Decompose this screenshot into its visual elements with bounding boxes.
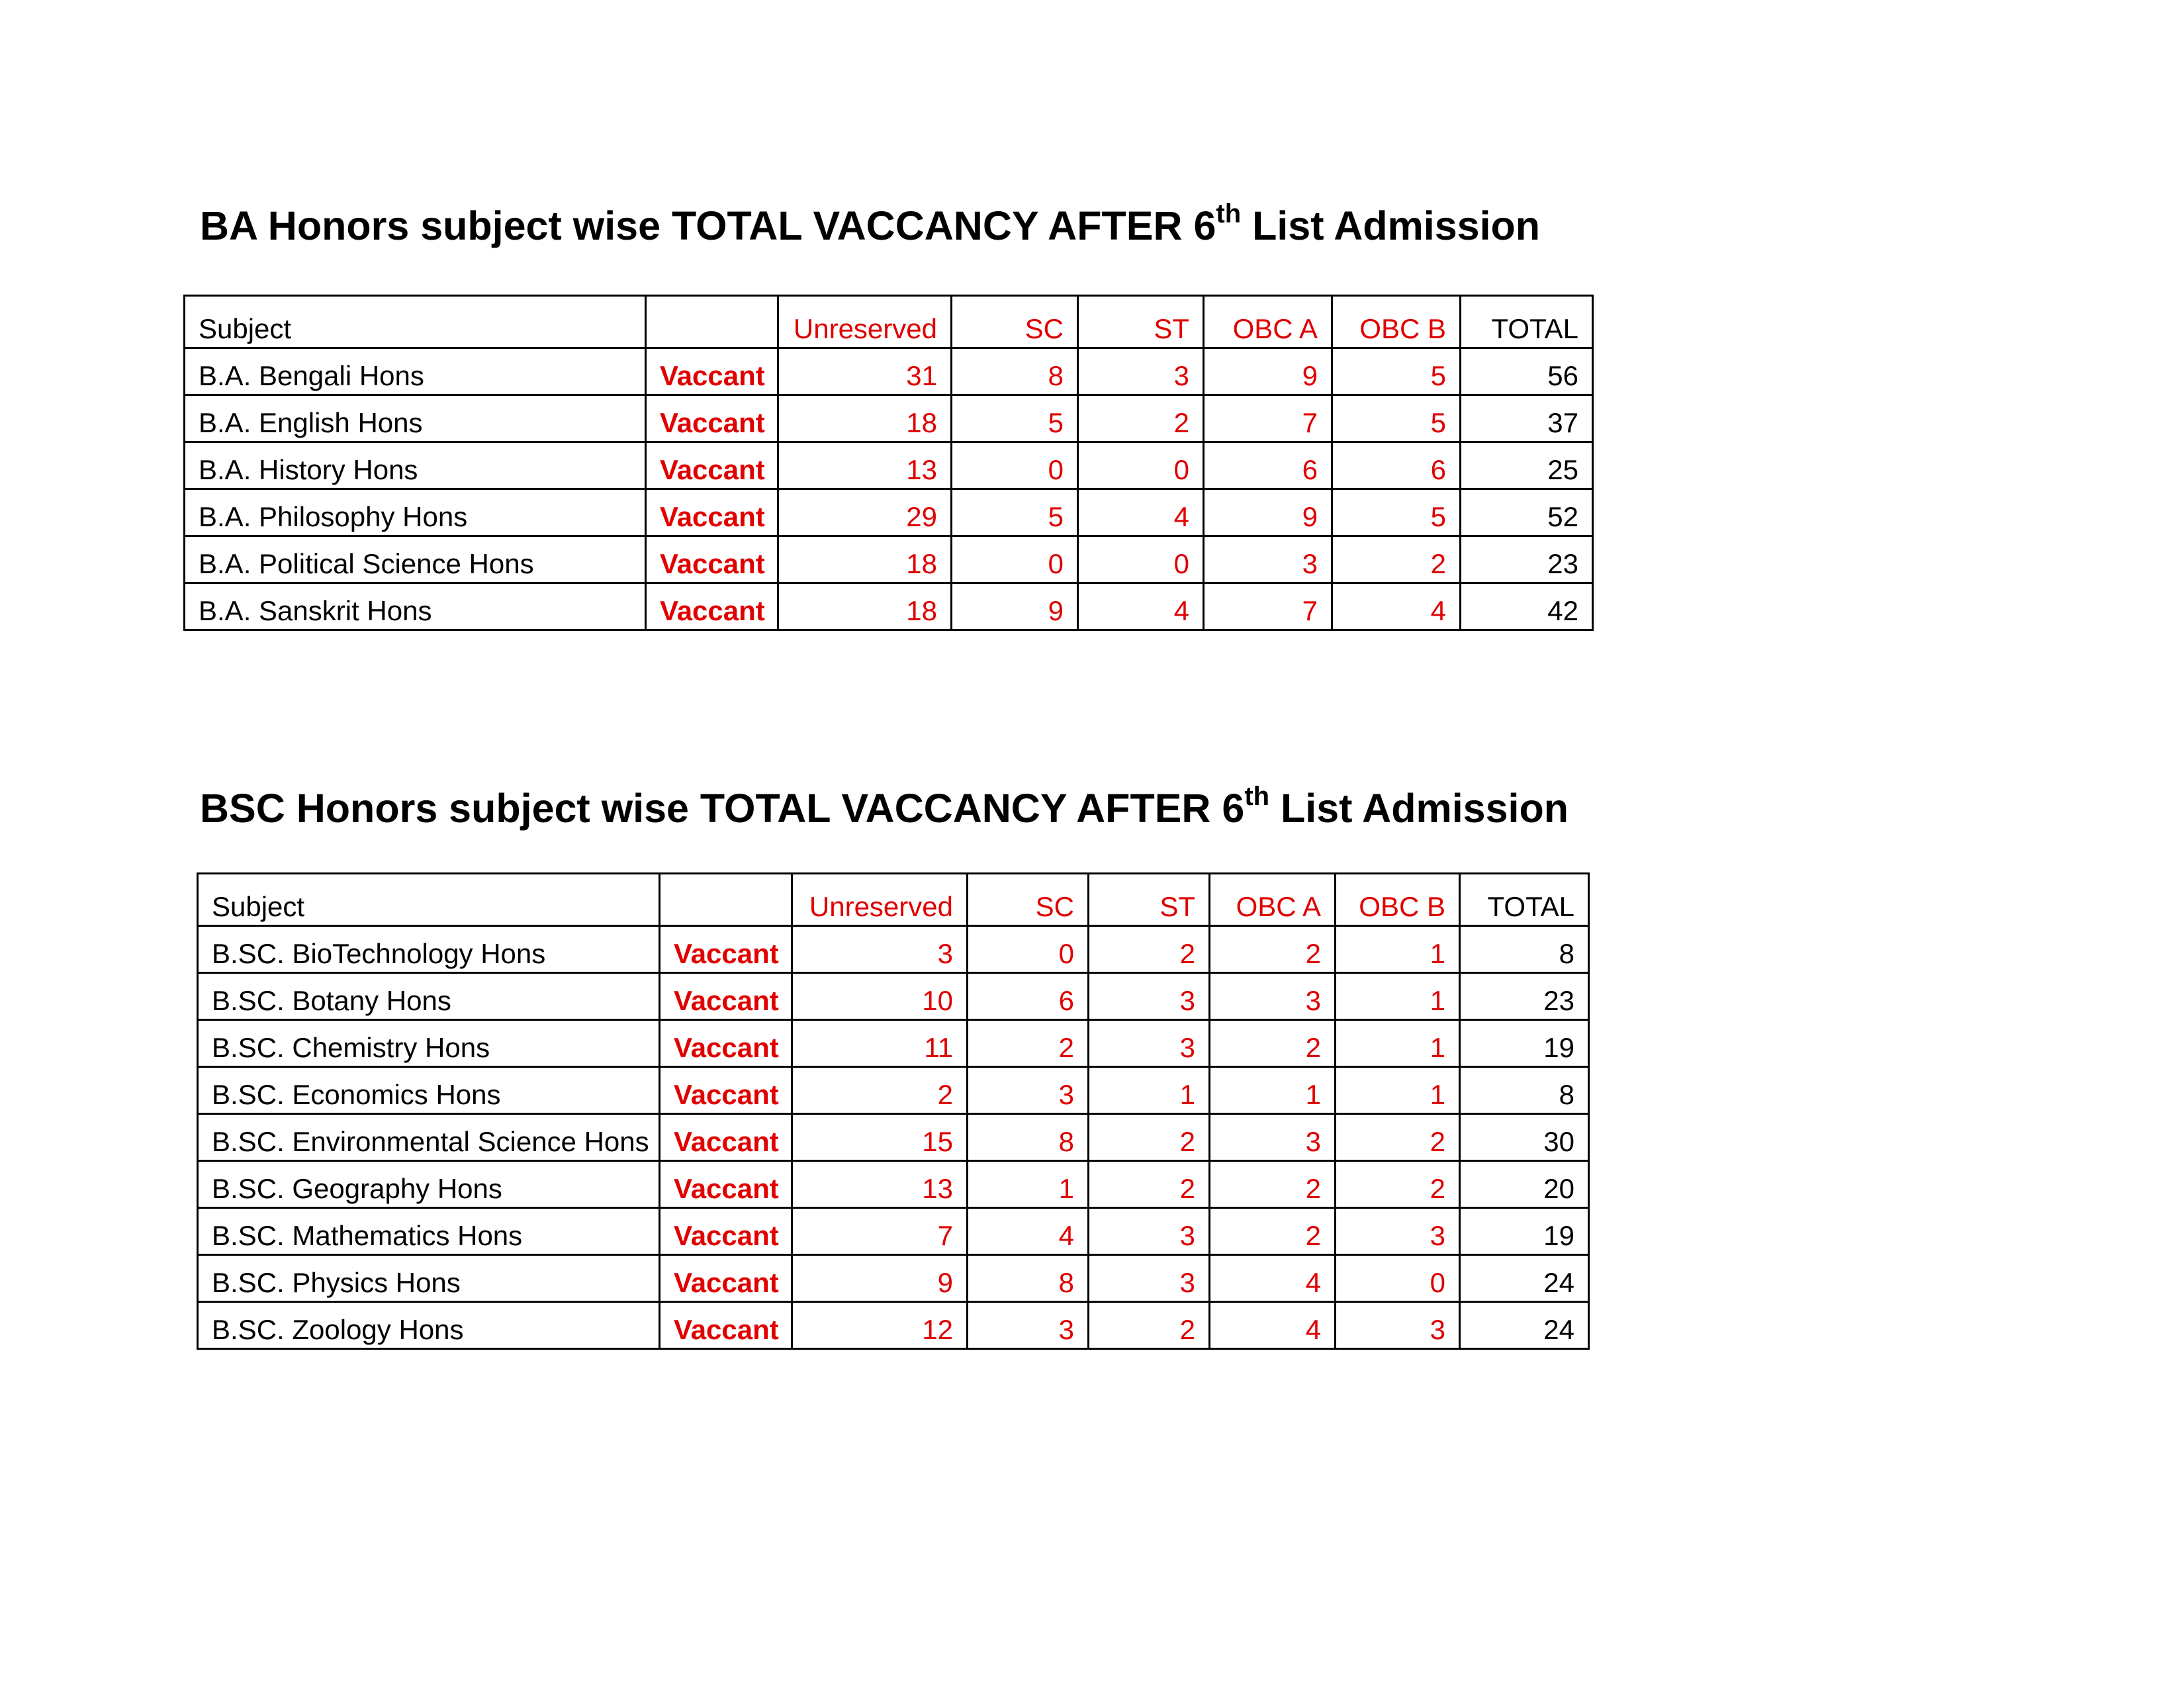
unreserved-cell: 3 [792,926,968,973]
sc-cell: 0 [952,536,1078,583]
obc-b-cell: 1 [1336,1020,1460,1067]
subject-cell: B.SC. Economics Hons [198,1067,660,1114]
bsc-heading-prefix: BSC Honors subject wise TOTAL VACCANCY AFTER 6 [200,786,1245,831]
st-cell: 0 [1078,536,1204,583]
subject-cell: B.SC. BioTechnology Hons [198,926,660,973]
sc-cell: 8 [968,1255,1089,1302]
obc-a-cell: 3 [1210,973,1336,1020]
table-row [185,583,1593,630]
sc-cell: 3 [968,1302,1089,1349]
bsc-header-blank [660,874,792,926]
status-cell: Vaccant [660,1067,792,1114]
unreserved-cell: 18 [778,536,952,583]
obc-b-cell: 5 [1332,489,1461,536]
obc-a-cell: 2 [1210,926,1336,973]
subject-cell: B.SC. Physics Hons [198,1255,660,1302]
unreserved-cell: 12 [792,1302,968,1349]
ba-heading-suffix: List Admission [1241,203,1541,248]
subject-cell: B.A. Bengali Hons [185,348,646,395]
status-cell: Vaccant [646,442,778,489]
bsc-header-obc-b: OBC B [1336,874,1460,926]
status-cell: Vaccant [646,489,778,536]
sc-cell: 9 [952,583,1078,630]
obc-b-cell: 6 [1332,442,1461,489]
bsc-header-sc: SC [968,874,1089,926]
bsc-header-total: TOTAL [1460,874,1589,926]
sc-cell: 8 [952,348,1078,395]
subject-cell: B.SC. Chemistry Hons [198,1020,660,1067]
table-row [185,348,1593,395]
obc-b-cell: 1 [1336,926,1460,973]
ba-header-obc-a: OBC A [1204,296,1332,348]
unreserved-cell: 11 [792,1020,968,1067]
subject-cell: B.SC. Zoology Hons [198,1302,660,1349]
sc-cell: 0 [968,926,1089,973]
st-cell: 2 [1089,1114,1210,1161]
unreserved-cell: 2 [792,1067,968,1114]
table-row [185,395,1593,442]
st-cell: 4 [1078,489,1204,536]
unreserved-cell: 13 [792,1161,968,1208]
obc-a-cell: 4 [1210,1255,1336,1302]
sc-cell: 6 [968,973,1089,1020]
table-row [198,973,1589,1020]
obc-a-cell: 3 [1204,536,1332,583]
total-cell: 19 [1460,1020,1589,1067]
obc-a-cell: 4 [1210,1302,1336,1349]
table-row [198,1255,1589,1302]
ba-header-row [185,296,1593,348]
bsc-header-subject: Subject [198,874,660,926]
table-row [198,1161,1589,1208]
sc-cell: 4 [968,1208,1089,1255]
sc-cell: 5 [952,395,1078,442]
obc-b-cell: 3 [1336,1208,1460,1255]
obc-b-cell: 5 [1332,348,1461,395]
status-cell: Vaccant [646,536,778,583]
ba-header-st: ST [1078,296,1204,348]
st-cell: 3 [1089,1020,1210,1067]
st-cell: 2 [1089,1302,1210,1349]
status-cell: Vaccant [646,395,778,442]
obc-b-cell: 3 [1336,1302,1460,1349]
total-cell: 24 [1460,1302,1589,1349]
status-cell: Vaccant [646,348,778,395]
obc-b-cell: 1 [1336,1067,1460,1114]
unreserved-cell: 29 [778,489,952,536]
bsc-vacancy-table [197,872,1590,1350]
sc-cell: 8 [968,1114,1089,1161]
status-cell: Vaccant [660,926,792,973]
obc-b-cell: 2 [1336,1114,1460,1161]
total-cell: 30 [1460,1114,1589,1161]
ba-header-sc: SC [952,296,1078,348]
table-row [198,1020,1589,1067]
obc-b-cell: 5 [1332,395,1461,442]
sc-cell: 2 [968,1020,1089,1067]
unreserved-cell: 7 [792,1208,968,1255]
st-cell: 3 [1078,348,1204,395]
obc-a-cell: 7 [1204,583,1332,630]
subject-cell: B.A. English Hons [185,395,646,442]
status-cell: Vaccant [660,1302,792,1349]
ba-heading-prefix: BA Honors subject wise TOTAL VACCANCY AFTER 6 [200,203,1216,248]
subject-cell: B.SC. Mathematics Hons [198,1208,660,1255]
obc-a-cell: 3 [1210,1114,1336,1161]
status-cell: Vaccant [660,1255,792,1302]
st-cell: 0 [1078,442,1204,489]
table-row [185,489,1593,536]
obc-b-cell: 1 [1336,973,1460,1020]
obc-a-cell: 2 [1210,1208,1336,1255]
st-cell: 2 [1089,926,1210,973]
total-cell: 23 [1461,536,1593,583]
obc-a-cell: 2 [1210,1020,1336,1067]
total-cell: 25 [1461,442,1593,489]
obc-b-cell: 2 [1336,1161,1460,1208]
total-cell: 56 [1461,348,1593,395]
status-cell: Vaccant [660,1114,792,1161]
total-cell: 8 [1460,926,1589,973]
unreserved-cell: 15 [792,1114,968,1161]
subject-cell: B.A. Sanskrit Hons [185,583,646,630]
total-cell: 8 [1460,1067,1589,1114]
obc-b-cell: 0 [1336,1255,1460,1302]
obc-a-cell: 6 [1204,442,1332,489]
ba-vacancy-heading [200,199,1541,248]
st-cell: 2 [1078,395,1204,442]
obc-a-cell: 2 [1210,1161,1336,1208]
status-cell: Vaccant [660,1020,792,1067]
status-cell: Vaccant [660,1161,792,1208]
sc-cell: 1 [968,1161,1089,1208]
total-cell: 24 [1460,1255,1589,1302]
obc-b-cell: 2 [1332,536,1461,583]
bsc-header-st: ST [1089,874,1210,926]
ba-header-total: TOTAL [1461,296,1593,348]
bsc-heading-sup: th [1244,782,1270,811]
st-cell: 3 [1089,1208,1210,1255]
total-cell: 42 [1461,583,1593,630]
status-cell: Vaccant [660,1208,792,1255]
unreserved-cell: 10 [792,973,968,1020]
unreserved-cell: 31 [778,348,952,395]
obc-a-cell: 7 [1204,395,1332,442]
table-row [198,1302,1589,1349]
subject-cell: B.SC. Environmental Science Hons [198,1114,660,1161]
obc-a-cell: 9 [1204,348,1332,395]
subject-cell: B.A. Philosophy Hons [185,489,646,536]
bsc-header-row [198,874,1589,926]
total-cell: 37 [1461,395,1593,442]
sc-cell: 5 [952,489,1078,536]
table-row [185,442,1593,489]
subject-cell: B.A. Political Science Hons [185,536,646,583]
sc-cell: 3 [968,1067,1089,1114]
status-cell: Vaccant [660,973,792,1020]
st-cell: 1 [1089,1067,1210,1114]
unreserved-cell: 18 [778,395,952,442]
st-cell: 4 [1078,583,1204,630]
bsc-header-unreserved: Unreserved [792,874,968,926]
table-row [185,536,1593,583]
obc-a-cell: 1 [1210,1067,1336,1114]
table-row [198,1067,1589,1114]
subject-cell: B.A. History Hons [185,442,646,489]
table-row [198,1208,1589,1255]
subject-cell: B.SC. Botany Hons [198,973,660,1020]
ba-header-obc-b: OBC B [1332,296,1461,348]
st-cell: 2 [1089,1161,1210,1208]
unreserved-cell: 13 [778,442,952,489]
total-cell: 20 [1460,1161,1589,1208]
st-cell: 3 [1089,973,1210,1020]
total-cell: 19 [1460,1208,1589,1255]
ba-header-unreserved: Unreserved [778,296,952,348]
bsc-heading-suffix: List Admission [1269,786,1569,831]
ba-header-blank [646,296,778,348]
obc-b-cell: 4 [1332,583,1461,630]
bsc-header-obc-a: OBC A [1210,874,1336,926]
unreserved-cell: 9 [792,1255,968,1302]
st-cell: 3 [1089,1255,1210,1302]
total-cell: 52 [1461,489,1593,536]
total-cell: 23 [1460,973,1589,1020]
ba-vacancy-table [183,295,1594,631]
bsc-vacancy-heading [200,782,1569,831]
obc-a-cell: 9 [1204,489,1332,536]
table-row [198,926,1589,973]
status-cell: Vaccant [646,583,778,630]
unreserved-cell: 18 [778,583,952,630]
ba-heading-sup: th [1216,199,1242,228]
table-row [198,1114,1589,1161]
sc-cell: 0 [952,442,1078,489]
ba-header-subject: Subject [185,296,646,348]
subject-cell: B.SC. Geography Hons [198,1161,660,1208]
